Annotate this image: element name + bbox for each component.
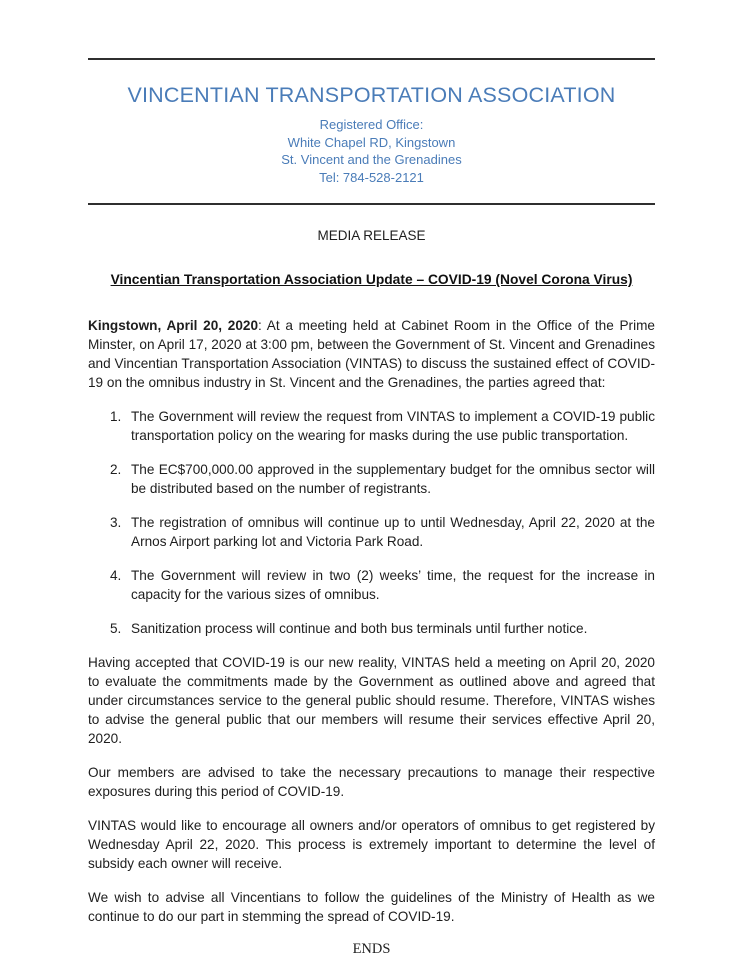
body-paragraph: Having accepted that COVID-19 is our new reality, VINTAS held a meeting on April 20, 2020 to evaluate the commitments made by the Government as outlined above and agreed that under circumstances service to the general public should resume. Therefore, VINTAS wishes to advise the general public that our members will resume their services effective April 20, 2020. (88, 655, 655, 746)
list-item-text: The Government will review the request from VINTAS to implement a COVID-19 public transportation policy on the wearing for masks during the use public transportation. (131, 409, 655, 443)
intro-paragraph (88, 316, 655, 392)
body-paragraph: VINTAS would like to encourage all owners and/or operators of omnibus to get registered by Wednesday April 22, 2020. This process is extremely important to determine the level of subsidy each owner will receive. (88, 818, 655, 871)
list-item-text: Sanitization process will continue and both bus terminals until further notice. (131, 621, 588, 636)
document-title: Vincentian Transportation Association Update – COVID-19 (Novel Corona Virus) (110, 272, 633, 287)
body-paragraph: We wish to advise all Vincentians to follow the guidelines of the Ministry of Health as we continue to do our part in stemming the spread of COVID-19. (88, 890, 655, 924)
list-item-number: 5. (110, 621, 122, 636)
list-item-number: 1. (110, 409, 122, 424)
list-item-number: 3. (110, 515, 122, 530)
list-item-text: The EC$700,000.00 approved in the supplementary budget for the omnibus sector will be distributed based on the number of registrants. (131, 462, 655, 496)
address-country: St. Vincent and the Grenadines (281, 152, 462, 167)
registered-office-label: Registered Office: (319, 117, 424, 132)
ends-marker: ENDS (352, 941, 391, 957)
list-item-text: The registration of omnibus will continue up to until Wednesday, April 22, 2020 at the Arnos Airport parking lot and Victoria Park Road. (131, 515, 655, 549)
list-item-number: 2. (110, 462, 122, 477)
letterhead (88, 58, 655, 205)
body-paragraph: Our members are advised to take the necessary precautions to manage their respective exposures during this period of COVID-19. (88, 765, 655, 799)
agreement-list (88, 407, 655, 638)
list-item (88, 513, 655, 551)
list-item-text: The Government will review in two (2) weeks’ time, the request for the increase in capacity for the various sizes of omnibus. (131, 568, 655, 602)
letterhead-top-rule (88, 58, 655, 60)
list-item-number: 4. (110, 568, 122, 583)
letterhead-bottom-rule (88, 203, 655, 205)
list-item (88, 566, 655, 604)
list-item (88, 407, 655, 445)
media-release-heading: MEDIA RELEASE (317, 228, 426, 243)
telephone-line: Tel: 784-528-2121 (319, 169, 424, 185)
list-item (88, 460, 655, 498)
address-street: White Chapel RD, Kingstown (287, 134, 456, 150)
dateline: Kingstown, April 20, 2020 (88, 318, 259, 333)
organization-name: VINCENTIAN TRANSPORTATION ASSOCIATION (127, 83, 616, 107)
intro-paragraph-text: : At a meeting held at Cabinet Room in the Office of the Prime Minster, on April 17, 2020 at 3:00 pm, between the Government of St. Vincent and Grenadines and Vincentian Transportation Association (VINTAS) to discuss the sustained effect of COVID-19 on the omnibus industry in St. Vincent and the Grenadines, the parties agreed that: (88, 318, 655, 390)
list-item (88, 619, 655, 638)
